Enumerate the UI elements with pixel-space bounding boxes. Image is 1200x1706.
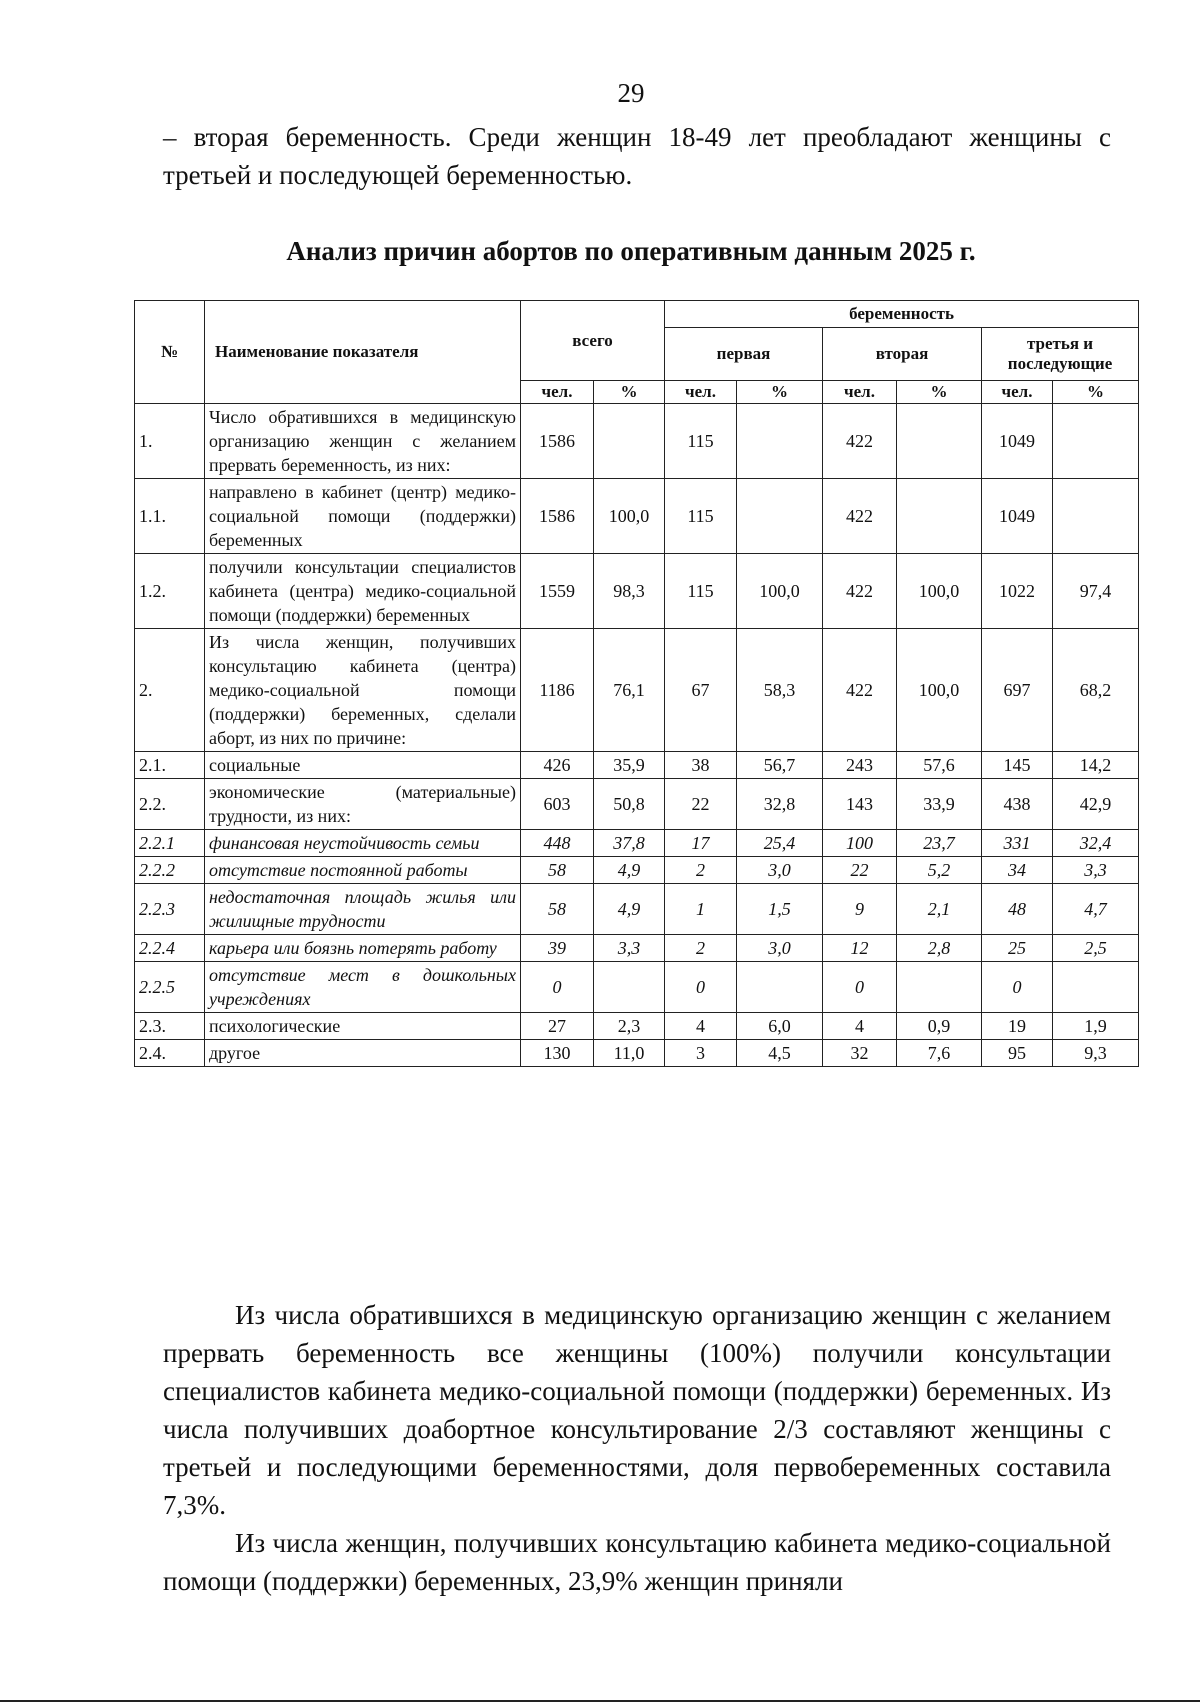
cell-t-p: 0 [521,962,594,1013]
header-number: № [135,301,205,404]
cell-t-pct [594,962,665,1013]
cell-num: 2.2.4 [135,935,205,962]
cell-t-pct: 100,0 [594,479,665,554]
cell-f-p: 17 [665,830,737,857]
table-row [135,884,1139,935]
cell-f-p: 2 [665,935,737,962]
cell-num: 2.2.1 [135,830,205,857]
cell-f-p: 1 [665,884,737,935]
cell-th-p: 1049 [982,404,1053,479]
cell-s-p: 243 [823,752,897,779]
table-row [135,857,1139,884]
header-pregnancy: беременность [665,301,1139,328]
cell-s-p: 143 [823,779,897,830]
cell-name: отсутствие мест в дошкольных учреждениях [205,962,521,1013]
header-people: чел. [823,381,897,404]
cell-t-p: 448 [521,830,594,857]
cell-th-p: 34 [982,857,1053,884]
cell-th-p: 25 [982,935,1053,962]
cell-s-pct: 5,2 [897,857,982,884]
cell-f-p: 4 [665,1013,737,1040]
header-percent: % [1053,381,1139,404]
table-row [135,479,1139,554]
table-row [135,752,1139,779]
cell-t-pct: 3,3 [594,935,665,962]
header-percent: % [737,381,823,404]
cell-s-pct: 23,7 [897,830,982,857]
cell-name: социальные [205,752,521,779]
cell-s-pct [897,962,982,1013]
cell-th-pct [1053,404,1139,479]
cell-th-pct: 32,4 [1053,830,1139,857]
cell-th-p: 331 [982,830,1053,857]
cell-name: финансовая неустойчивость семьи [205,830,521,857]
cell-f-pct: 100,0 [737,554,823,629]
cell-t-p: 39 [521,935,594,962]
cell-f-p: 115 [665,404,737,479]
cell-t-p: 130 [521,1040,594,1067]
cell-t-pct [594,404,665,479]
cell-t-pct: 35,9 [594,752,665,779]
cell-num: 2.4. [135,1040,205,1067]
cell-name: экономические (материальные) трудности, из них: [205,779,521,830]
cell-f-p: 38 [665,752,737,779]
paragraph-top: – вторая беременность. Среди женщин 18-49 лет преобладают женщины с третьей и последующей беременностью. [163,122,1111,190]
cell-th-p: 19 [982,1013,1053,1040]
cell-th-p: 95 [982,1040,1053,1067]
cell-num: 2.2.3 [135,884,205,935]
cell-name: отсутствие постоянной работы [205,857,521,884]
header-name: Наименование показателя [205,301,521,404]
cell-f-pct [737,479,823,554]
cell-num: 2.3. [135,1013,205,1040]
cell-f-p: 0 [665,962,737,1013]
cell-name: карьера или боязнь потерять работу [205,935,521,962]
cell-th-p: 48 [982,884,1053,935]
cell-t-pct: 98,3 [594,554,665,629]
cell-num: 2.1. [135,752,205,779]
cell-t-pct: 4,9 [594,884,665,935]
header-people: чел. [521,381,594,404]
cell-s-pct: 2,1 [897,884,982,935]
table-row [135,1013,1139,1040]
table-body [135,404,1139,1067]
paragraph-bottom-2: Из числа женщин, получивших консультацию кабинета медико-социальной помощи (поддержки) беременных, 23,9% женщин приняли [163,1528,1111,1596]
cell-th-pct: 4,7 [1053,884,1139,935]
cell-f-p: 67 [665,629,737,752]
cell-t-p: 603 [521,779,594,830]
cell-f-p: 2 [665,857,737,884]
cell-num: 2.2.2 [135,857,205,884]
cell-name: недостаточная площадь жилья или жилищные трудности [205,884,521,935]
cell-t-p: 58 [521,884,594,935]
table-row [135,962,1139,1013]
header-people: чел. [982,381,1053,404]
cell-t-pct: 76,1 [594,629,665,752]
cell-t-pct: 37,8 [594,830,665,857]
cell-th-p: 0 [982,962,1053,1013]
abortion-reasons-table [134,300,1139,1067]
cell-t-p: 27 [521,1013,594,1040]
cell-s-pct: 33,9 [897,779,982,830]
cell-f-p: 3 [665,1040,737,1067]
cell-name: другое [205,1040,521,1067]
table-row [135,779,1139,830]
cell-s-p: 100 [823,830,897,857]
cell-s-p: 422 [823,404,897,479]
cell-th-pct: 9,3 [1053,1040,1139,1067]
cell-s-pct: 100,0 [897,629,982,752]
cell-t-pct: 4,9 [594,857,665,884]
cell-th-pct: 97,4 [1053,554,1139,629]
cell-name: получили консультации специалистов кабинета (центра) медико-социальной помощи (поддержки) беременных [205,554,521,629]
table-row [135,830,1139,857]
cell-s-p: 422 [823,554,897,629]
cell-s-p: 0 [823,962,897,1013]
cell-f-pct: 6,0 [737,1013,823,1040]
cell-t-pct: 2,3 [594,1013,665,1040]
table-row [135,554,1139,629]
header-percent: % [897,381,982,404]
cell-name: Число обратившихся в медицинскую организацию женщин с желанием прервать беременность, из них: [205,404,521,479]
cell-s-p: 32 [823,1040,897,1067]
cell-t-p: 58 [521,857,594,884]
cell-f-p: 115 [665,479,737,554]
cell-s-p: 12 [823,935,897,962]
cell-th-p: 1022 [982,554,1053,629]
cell-th-p: 438 [982,779,1053,830]
cell-f-pct: 1,5 [737,884,823,935]
cell-num: 1. [135,404,205,479]
table-title: Анализ причин абортов по оперативным данным 2025 г. [286,236,976,266]
cell-th-pct: 1,9 [1053,1013,1139,1040]
cell-num: 1.2. [135,554,205,629]
header-third: третья и последующие [982,328,1139,381]
cell-th-pct [1053,962,1139,1013]
cell-s-pct: 57,6 [897,752,982,779]
table-row [135,629,1139,752]
cell-num: 2.2.5 [135,962,205,1013]
cell-t-pct: 11,0 [594,1040,665,1067]
table-row [135,404,1139,479]
cell-s-pct [897,479,982,554]
cell-name: Из числа женщин, получивших консультацию кабинета (центра) медико-социальной помощи (поддержки) беременных, сделали аборт, из них по причине: [205,629,521,752]
cell-s-p: 422 [823,479,897,554]
paragraph-bottom-1: Из числа обратившихся в медицинскую организацию женщин с желанием прервать беременность все женщины (100%) получили консультации специалистов кабинета медико-социальной помощи (поддержки) беременных. Из числа получивших доабортное консультирование 2/3 составляют женщины с третьей и последующими беременностями, доля первобеременных составила 7,3%. [163,1300,1111,1520]
cell-s-p: 422 [823,629,897,752]
cell-s-pct: 0,9 [897,1013,982,1040]
page-bottom-border [0,1700,1200,1702]
cell-s-pct: 100,0 [897,554,982,629]
cell-f-p: 22 [665,779,737,830]
cell-f-pct [737,962,823,1013]
cell-s-pct: 7,6 [897,1040,982,1067]
cell-f-pct: 32,8 [737,779,823,830]
cell-th-pct: 3,3 [1053,857,1139,884]
cell-f-pct: 56,7 [737,752,823,779]
cell-s-p: 9 [823,884,897,935]
page-number: 29 [617,78,645,108]
cell-f-pct [737,404,823,479]
cell-name: психологические [205,1013,521,1040]
cell-t-p: 1559 [521,554,594,629]
cell-th-pct: 42,9 [1053,779,1139,830]
cell-t-pct: 50,8 [594,779,665,830]
cell-s-pct [897,404,982,479]
cell-f-pct: 4,5 [737,1040,823,1067]
cell-f-p: 115 [665,554,737,629]
cell-th-p: 1049 [982,479,1053,554]
header-people: чел. [665,381,737,404]
cell-t-p: 1586 [521,404,594,479]
cell-s-p: 4 [823,1013,897,1040]
cell-th-p: 697 [982,629,1053,752]
cell-th-pct: 2,5 [1053,935,1139,962]
table-row [135,935,1139,962]
cell-th-p: 145 [982,752,1053,779]
cell-f-pct: 58,3 [737,629,823,752]
cell-f-pct: 3,0 [737,857,823,884]
cell-t-p: 426 [521,752,594,779]
header-second: вторая [823,328,982,381]
header-total: всего [521,301,665,381]
cell-f-pct: 3,0 [737,935,823,962]
cell-th-pct [1053,479,1139,554]
header-first: первая [665,328,823,381]
cell-num: 2.2. [135,779,205,830]
cell-t-p: 1186 [521,629,594,752]
cell-th-pct: 14,2 [1053,752,1139,779]
cell-name: направлено в кабинет (центр) медико-социальной помощи (поддержки) беременных [205,479,521,554]
table-row [135,1040,1139,1067]
cell-f-pct: 25,4 [737,830,823,857]
cell-th-pct: 68,2 [1053,629,1139,752]
cell-s-pct: 2,8 [897,935,982,962]
cell-num: 2. [135,629,205,752]
header-percent: % [594,381,665,404]
cell-s-p: 22 [823,857,897,884]
cell-num: 1.1. [135,479,205,554]
cell-t-p: 1586 [521,479,594,554]
